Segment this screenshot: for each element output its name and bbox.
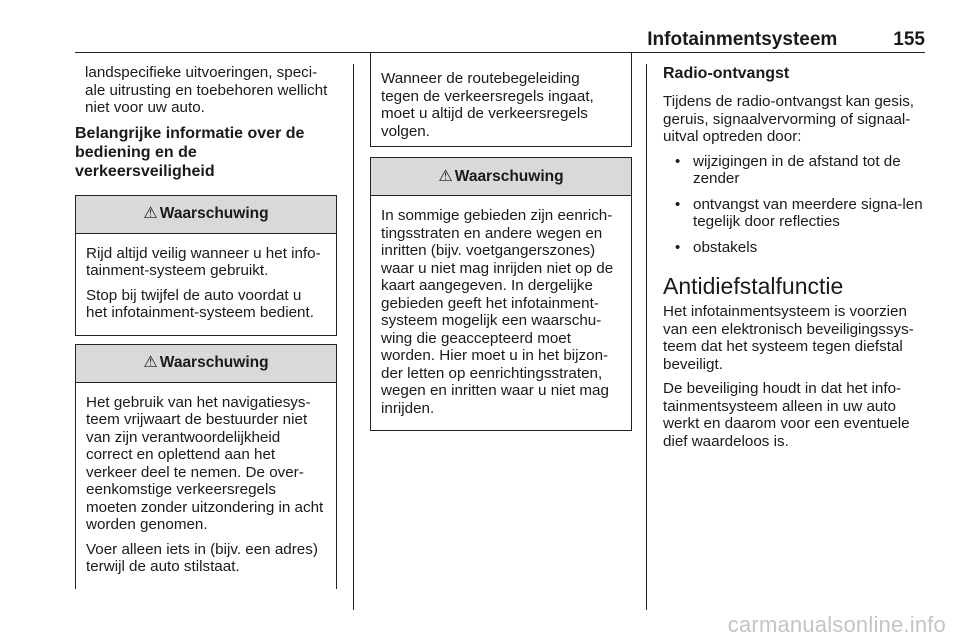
theft-heading: Antidiefstalfunctie <box>663 273 844 299</box>
warning-paragraph: Stop bij twijfel de auto voordat u het infotainment-systeem bedient. <box>86 286 314 321</box>
warning-triangle-icon: ⚠ <box>143 354 158 372</box>
warning-body <box>76 383 336 589</box>
column-1 <box>75 64 337 589</box>
theft-paragraph: Het infotainmentsysteem is voorzien van een elektronisch beveiligingssys-teem dat het systeem tegen diefstal beveiligt. <box>663 303 914 373</box>
warning-triangle-icon: ⚠ <box>438 167 453 185</box>
warning-header <box>76 345 336 383</box>
page-header <box>75 27 925 51</box>
warning-paragraph: Rijd altijd veilig wanneer u het info-tainment-systeem gebruikt. <box>86 244 321 279</box>
warning-title: Waarschuwing <box>159 205 269 223</box>
warning-box-1 <box>75 195 337 336</box>
radio-text: Tijdens de radio-ontvangst kan gesis, geruis, signaalvervorming of signaal-uitval optreden door: <box>663 93 915 145</box>
warning-body <box>371 196 631 430</box>
intro-text: landspecifieke uitvoeringen, speci-ale uitrusting en toebehoren wellicht niet voor uw auto. <box>85 64 328 116</box>
warning-box-2 <box>75 344 337 589</box>
warning-continued-box <box>370 52 632 147</box>
page-number: 155 <box>893 29 925 50</box>
page-title: Infotainmentsysteem <box>647 29 838 50</box>
warning-triangle-icon: ⚠ <box>143 205 158 223</box>
list-item: • wijzigingen in de afstand tot de zender <box>663 153 928 188</box>
list-item: • obstakels <box>663 239 928 257</box>
warning-title: Waarschuwing <box>454 167 564 185</box>
warning-box-3 <box>370 157 632 431</box>
list-item: • ontvangst van meerdere signa-len tegelijk door reflecties <box>663 196 928 231</box>
column-3 <box>663 64 928 457</box>
warning-title: Waarschuwing <box>159 354 269 372</box>
column-divider-1 <box>353 64 354 610</box>
warning-header <box>76 196 336 234</box>
watermark: carmanualsonline.info <box>727 612 946 637</box>
warning-paragraph: Het gebruik van het navigatiesys-teem vrijwaart de bestuurder niet van zijn verantwoordelijkheid correct en oplettend aan het verkeer deel te nemen. De over-eenkomstige verkeersregels moeten zonder uitzondering in acht worden genomen. <box>86 393 324 533</box>
warning-body <box>76 234 336 335</box>
radio-heading: Radio-ontvangst <box>663 65 790 82</box>
column-2 <box>370 52 632 439</box>
warning-paragraph: Wanneer de routebegeleiding tegen de verkeersregels ingaat, moet u altijd de verkeersregels volgen. <box>381 70 594 140</box>
section-subheading: Belangrijke informatie over de bediening en de verkeersveiligheid <box>75 124 305 180</box>
radio-bullet-list <box>663 153 928 257</box>
theft-paragraph: De beveiliging houdt in dat het info-tainmentsysteem alleen in uw auto werkt en daarom voor een eventuele dief waardeloos is. <box>663 380 910 450</box>
column-divider-2 <box>646 64 647 610</box>
warning-paragraph: Voer alleen iets in (bijv. een adres) terwijl de auto stilstaat. <box>86 540 318 575</box>
warning-paragraph: In sommige gebieden zijn eenrich-tingsstraten en andere wegen en inritten (bijv. voetgangerszones) waar u niet mag inrijden niet op de kaart aangegeven. In dergelijke gebieden geeft het infotainment-systeem mogelijk een waarschu-wing die geaccepteerd moet worden. Hier moet u in het bijzon-der letten op eenrichtingsstraten, wegen en inritten waar u niet mag inrijden. <box>381 207 614 417</box>
warning-header <box>371 158 631 196</box>
